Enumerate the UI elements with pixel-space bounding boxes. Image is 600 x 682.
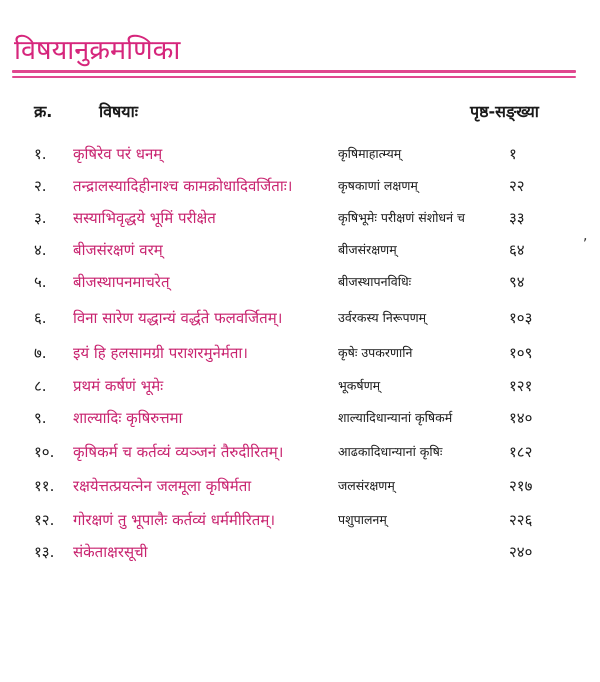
toc-entry (0, 375, 600, 405)
entry-title: सस्याभिवृद्धये भूमिं परीक्षेत (73, 209, 216, 227)
entry-page: १८२ (509, 443, 533, 461)
entry-subtopic: बीजस्थापनविधिः (338, 274, 412, 289)
entry-title: संकेताक्षरसूची (73, 543, 148, 561)
toc-entry (0, 175, 600, 205)
entry-number: १. (34, 145, 47, 163)
stray-mark: , (583, 228, 588, 244)
entry-subtopic: उर्वरकस्य निरूपणम् (338, 310, 427, 325)
entry-title: बीजसंरक्षणं वरम् (73, 241, 163, 259)
title-underline-thick (12, 70, 576, 73)
entry-subtopic: बीजसंरक्षणम् (338, 242, 397, 257)
toc-entry (0, 207, 600, 237)
entry-page: १२१ (509, 377, 533, 395)
entry-page: ३३ (509, 209, 525, 227)
entry-number: ७. (34, 344, 47, 362)
entry-title: शाल्यादिः कृषिरुत्तमा (73, 409, 183, 427)
entry-page: २२ (509, 177, 525, 195)
toc-entry (0, 541, 600, 571)
entry-page: २१७ (509, 477, 533, 495)
entry-number: ५. (34, 273, 47, 291)
entry-subtopic: पशुपालनम् (338, 512, 387, 527)
entry-page: २२६ (509, 511, 533, 529)
entry-page: १ (509, 145, 517, 163)
title-underline-thin (12, 76, 576, 78)
toc-entry (0, 307, 600, 337)
entry-page: १४० (509, 409, 533, 427)
entry-subtopic: भूकर्षणम् (338, 378, 381, 393)
entry-subtopic: आढकादिधान्यानां कृषिः (338, 444, 443, 459)
entry-number: ६. (34, 309, 47, 327)
entry-number: १२. (34, 511, 55, 529)
entry-title: तन्द्रालस्यादिहीनाश्च कामक्रोधादिवर्जिताः। (73, 177, 293, 195)
entry-title: गोरक्षणं तु भूपालैः कर्तव्यं धर्ममीरितम्। (73, 511, 276, 529)
toc-entry (0, 441, 600, 471)
entry-number: १०. (34, 443, 55, 461)
entry-title: बीजस्थापनमाचरेत् (73, 273, 170, 291)
toc-entry (0, 239, 600, 269)
entry-title: कृषिकर्म च कर्तव्यं व्यञ्जनं तैरुदीरितम्। (73, 443, 284, 461)
entry-page: ६४ (509, 241, 525, 259)
entry-page: १०९ (509, 344, 533, 362)
entry-page: २४० (509, 543, 533, 561)
entry-number: ९. (34, 409, 47, 427)
entry-subtopic: जलसंरक्षणम् (338, 478, 395, 493)
column-header-topic: विषयाः (99, 102, 138, 121)
column-header-number: क्र. (34, 102, 53, 121)
toc-entry (0, 143, 600, 173)
entry-title: विना सारेण यद्धान्यं वर्द्धते फलवर्जितम्। (73, 309, 283, 327)
column-header-page: पृष्ठ-सङ्ख्या (470, 102, 539, 121)
entry-number: ११. (34, 477, 55, 495)
entry-subtopic: कृषिभूमेः परीक्षणं संशोधनं च (338, 210, 465, 225)
entry-subtopic: कृषिमाहात्म्यम् (338, 146, 402, 161)
entry-number: १३. (34, 543, 55, 561)
entry-subtopic: कृषेः उपकरणानि (338, 345, 413, 360)
toc-entry (0, 509, 600, 539)
entry-page: ९४ (509, 273, 525, 291)
entry-number: ३. (34, 209, 47, 227)
entry-subtopic: शाल्यादिधान्यानां कृषिकर्म (338, 410, 453, 425)
entry-title: कृषिरेव परं धनम् (73, 145, 163, 163)
entry-title: प्रथमं कर्षणं भूमेः (73, 377, 164, 395)
toc-entry (0, 475, 600, 505)
entry-number: २. (34, 177, 47, 195)
toc-entry (0, 342, 600, 372)
entry-title: इयं हि हलसामग्री पराशरमुनेर्मता। (73, 344, 248, 362)
toc-entry (0, 407, 600, 437)
entry-page: १०३ (509, 309, 533, 327)
entry-subtopic: कृषकाणां लक्षणम् (338, 178, 418, 193)
toc-entry (0, 271, 600, 301)
entry-number: ८. (34, 377, 47, 395)
page-title: विषयानुक्रमणिका (14, 35, 181, 66)
entry-number: ४. (34, 241, 47, 259)
entry-title: रक्षयेत्तत्प्रयत्नेन जलमूला कृषिर्मता (73, 477, 252, 495)
